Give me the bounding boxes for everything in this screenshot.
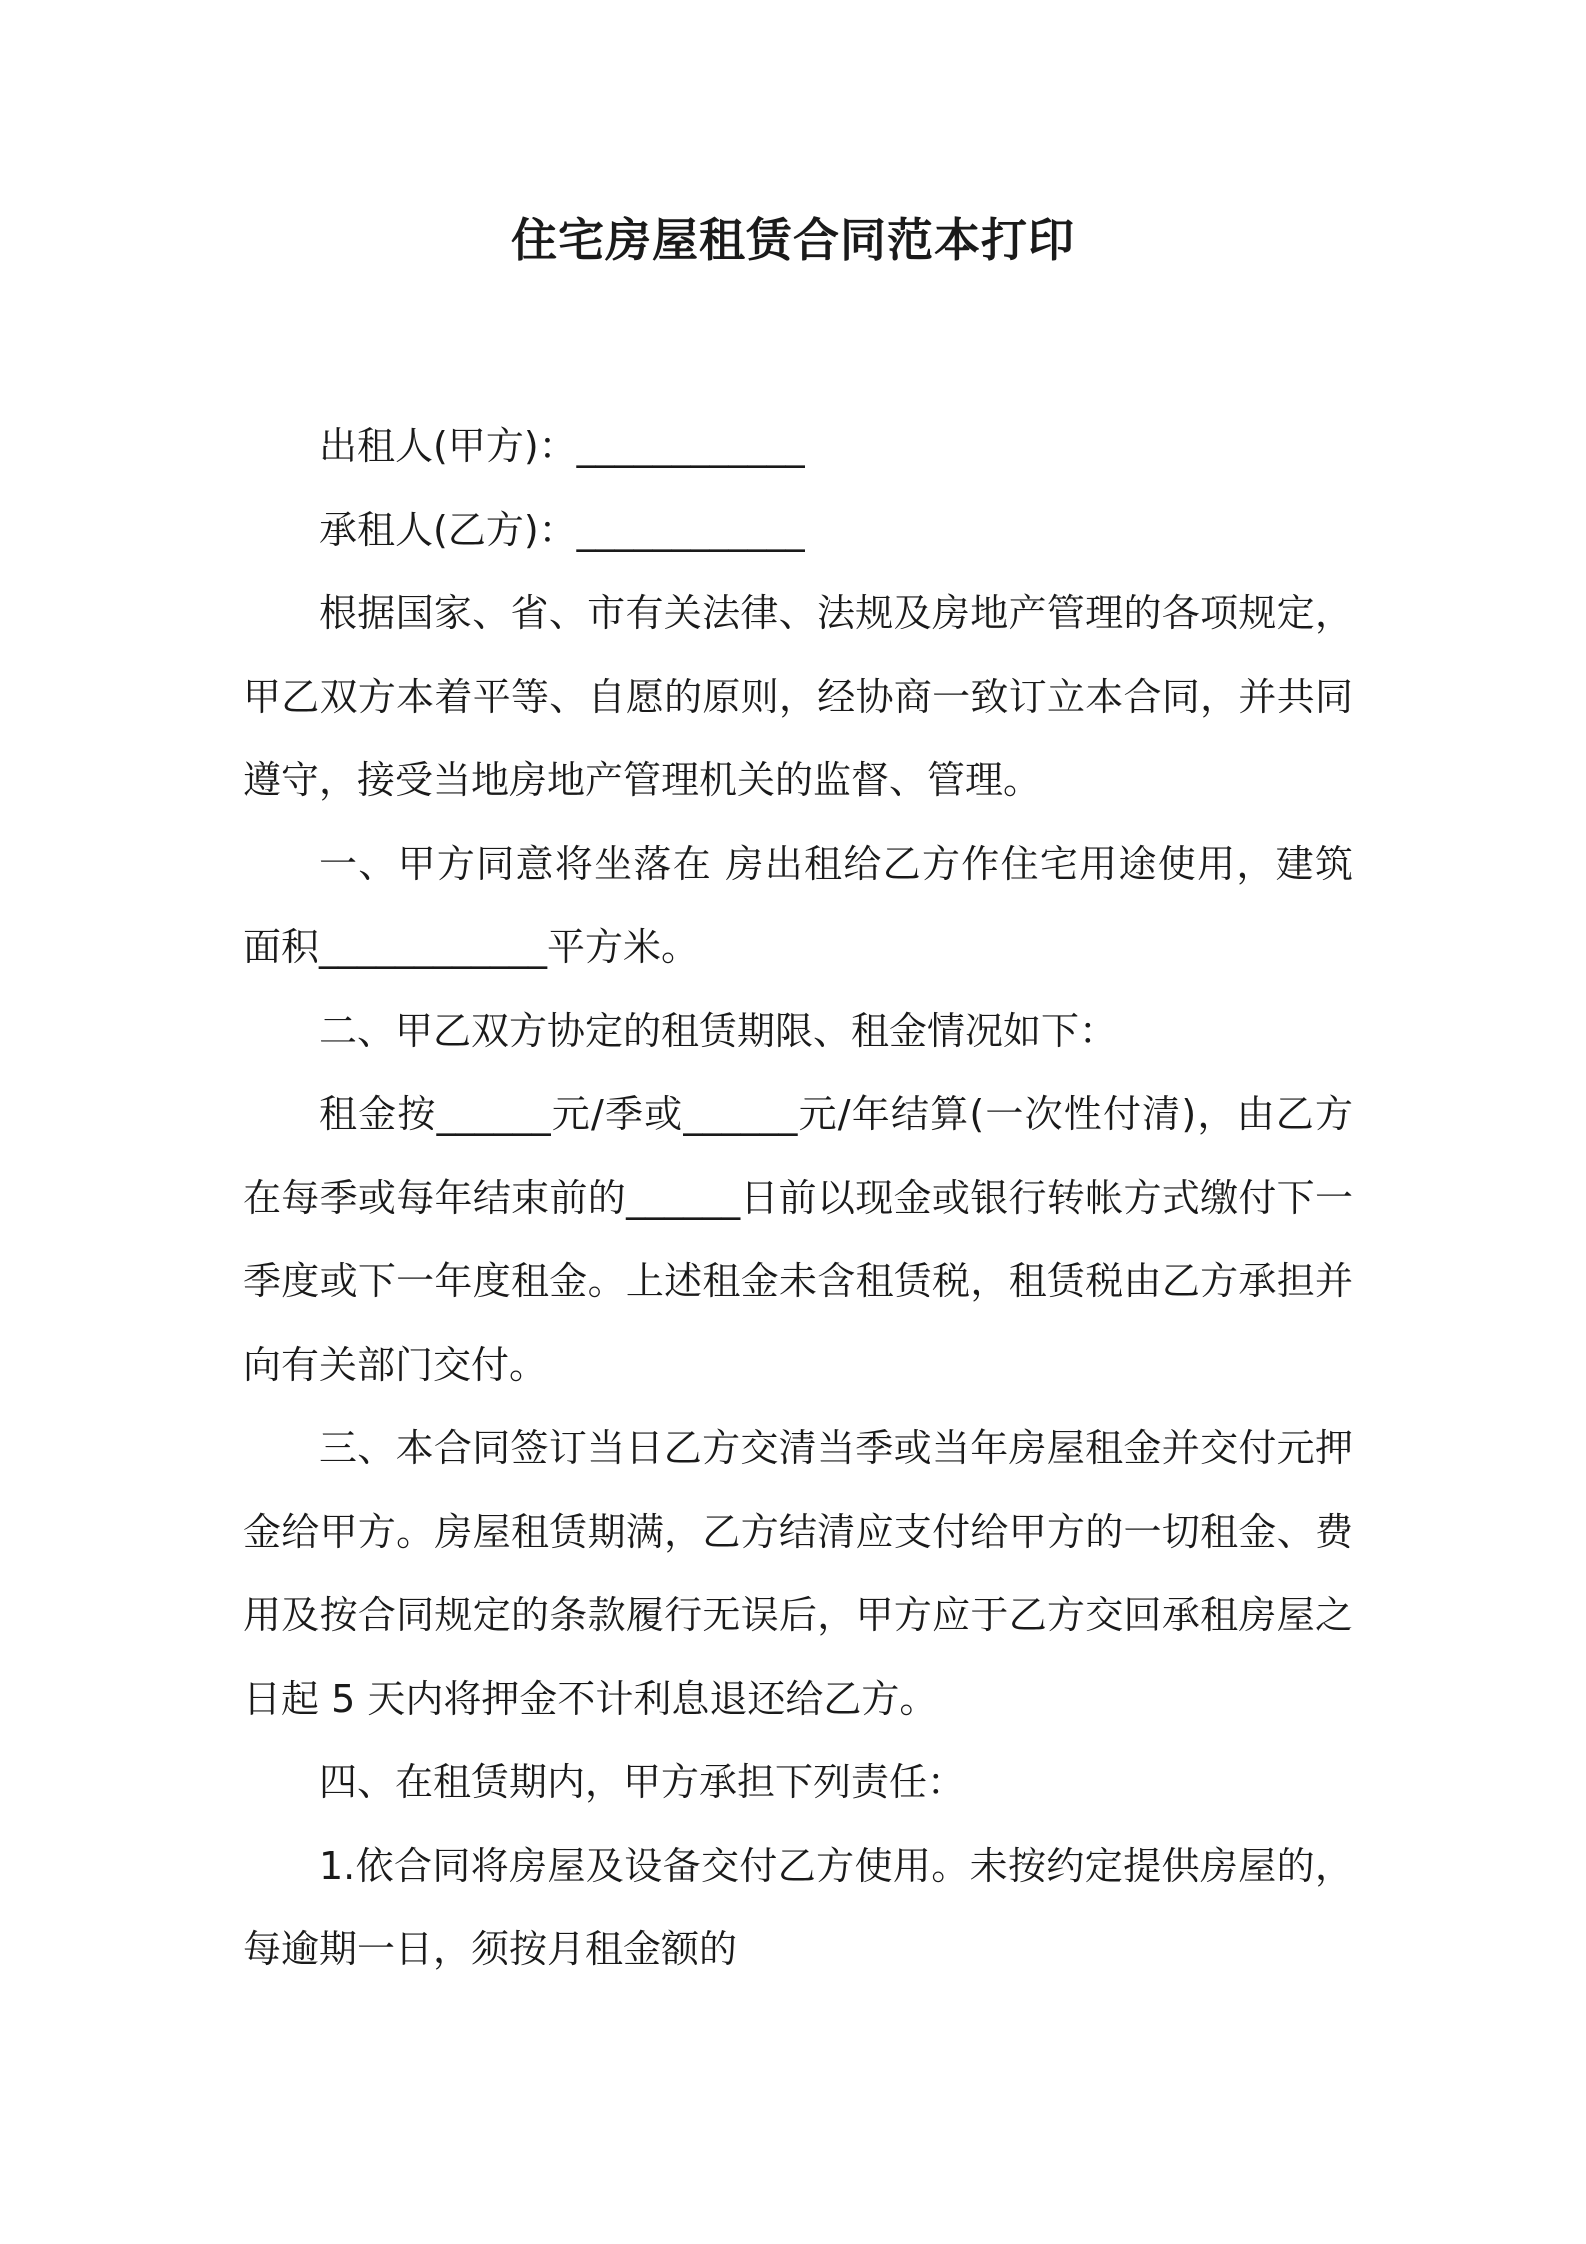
rent-terms-paragraph: 租金按______元/季或______元/年结算(一次性付清)，由乙方在每季或每年结束前的______日前以现金或银行转帐方式缴付下一季度或下一年度租金。上述租金未含租赁税，租赁税由乙方承担并向有关部门交付。: [243, 1092, 1353, 1387]
clause-4-heading: 四、在租赁期内，甲方承担下列责任：: [319, 1760, 966, 1804]
preamble-paragraph: 根据国家、省、市有关法律、法规及房地产管理的各项规定，甲乙双方本着平等、自愿的原则，经协商一致订立本合同，并共同遵守，接受当地房地产管理机关的监督、管理。: [243, 591, 1353, 802]
lessor-line: 出租人(甲方)：____________: [319, 424, 805, 468]
lessee-line: 承租人(乙方)：____________: [319, 507, 805, 552]
document-title: 住宅房屋租赁合同范本打印: [511, 213, 1075, 267]
clause-4-item-1: 1.依合同将房屋及设备交付乙方使用。未按约定提供房屋的，每逾期一日，须按月租金额的: [243, 1843, 1353, 1971]
clause-3-paragraph: 三、本合同签订当日乙方交清当季或当年房屋租金并交付元押金给甲方。房屋租赁期满，乙方结清应支付给甲方的一切租金、费用及按合同规定的条款履行无误后，甲方应于乙方交回承租房屋之日起 5 天内将押金不计利息退还给乙方。: [243, 1426, 1353, 1721]
clause-2-heading: 二、甲乙双方协定的租赁期限、租金情况如下：: [319, 1008, 1118, 1053]
document-body: [243, 405, 1353, 1992]
clause-1-paragraph: 一、甲方同意将坐落在 房出租给乙方作住宅用途使用，建筑面积____________平方米。: [243, 841, 1353, 969]
